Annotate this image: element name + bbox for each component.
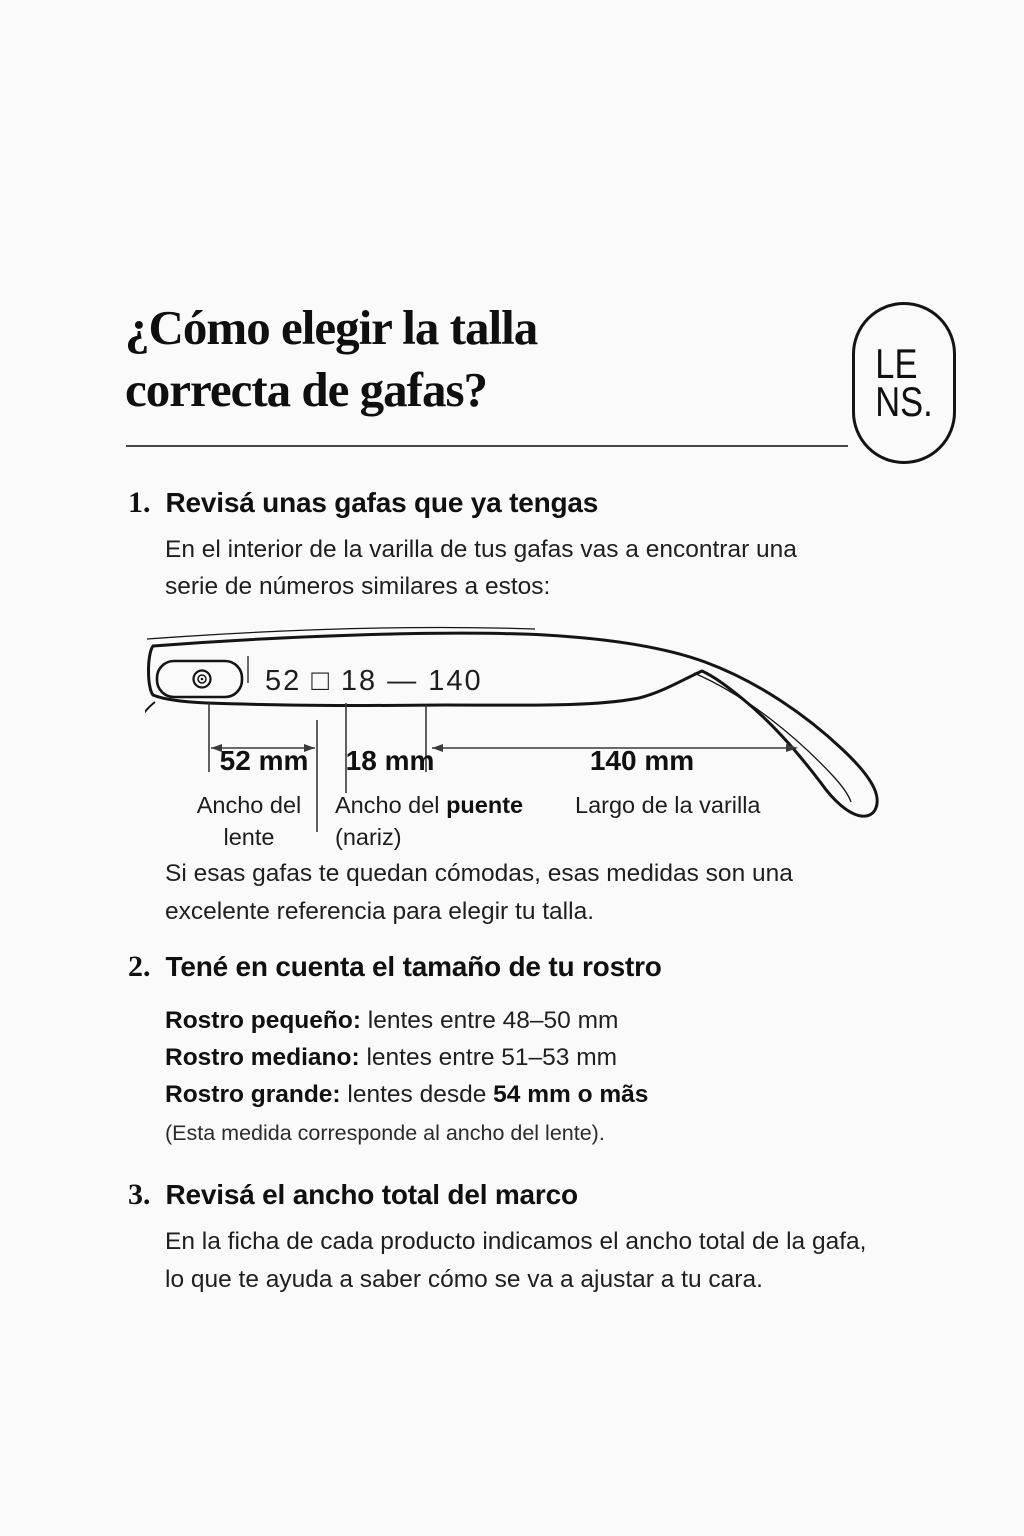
lens-logo-text [875,340,933,425]
section-1-heading: Revisá unas gafas que ya tengas [165,487,599,518]
title-divider [126,445,848,447]
section-2-note: (Esta medida corresponde al ancho del lente). [165,1121,605,1145]
section-3-body-line-1: En la ficha de cada producto indicamos el ancho total de la gafa, [165,1228,867,1255]
engraved-size-code: 52 □ 18 — 140 [265,665,483,697]
section-1-heading-row [128,486,598,520]
section-1-number: 1. [128,486,151,519]
section-2-heading: Tené en cuenta el tamaño de tu rostro [165,951,662,982]
face-size-item-medium-label: Rostro mediano: [165,1044,360,1071]
frame-front-hint-line [145,702,155,726]
face-size-item-small-text: lentes entre 48–50 mm [361,1007,619,1034]
bridge-width-value: 18 mm [345,745,435,776]
section-3-heading: Revisá el ancho total del marco [165,1179,578,1210]
temple-measurement-diagram [145,616,925,856]
bridge-width-label-line-1 [335,792,523,818]
face-size-item-large-text: lentes desde [340,1081,494,1108]
temple-arm-outline [149,633,878,816]
lens-width-label-line-2: lente [223,824,275,850]
lens-logo-badge [852,302,956,464]
page-title-line-2: correcta de gafas? [125,362,488,417]
face-size-item-large-label: Rostro grande: [165,1081,341,1108]
section-3-number: 3. [128,1178,151,1211]
section-1-after-line-1: Si esas gafas te quedan cómodas, esas medidas son una [165,860,793,887]
section-2-heading-row [128,950,662,984]
lens-logo-line-1: LE [875,340,918,387]
section-1-body-line-2: serie de números similares a estos: [165,573,551,600]
lens-width-value: 52 mm [219,745,309,776]
section-3-body-line-2: lo que te ayuda a saber cómo se va a ajustar a tu cara. [165,1266,763,1293]
lens-logo-line-2: NS. [875,378,933,425]
face-size-item-medium [165,1044,617,1072]
bridge-width-label-line-2: (nariz) [335,824,402,850]
section-1-after-line-2: excelente referencia para elegir tu talla. [165,898,595,925]
page-title-line-1: ¿Cómo elegir la talla [125,300,538,355]
face-size-item-large [165,1081,648,1109]
temple-length-label: Largo de la varilla [575,792,761,818]
face-size-item-medium-text: lentes entre 51–53 mm [359,1044,618,1071]
temple-length-value: 140 mm [589,745,695,776]
bridge-label-regular: Ancho del [335,792,447,818]
section-2-number: 2. [128,950,151,983]
section-3-heading-row [128,1178,578,1212]
face-size-item-small-label: Rostro pequeño: [165,1007,361,1034]
bridge-label-bold: puente [446,792,524,818]
face-size-item-large-bold-text: 54 mm o mãs [493,1081,649,1108]
lens-width-label-line-1: Ancho del [196,792,302,818]
section-1-body-line-1: En el interior de la varilla de tus gafas vas a encontrar una [165,536,797,563]
face-size-item-small [165,1007,618,1035]
